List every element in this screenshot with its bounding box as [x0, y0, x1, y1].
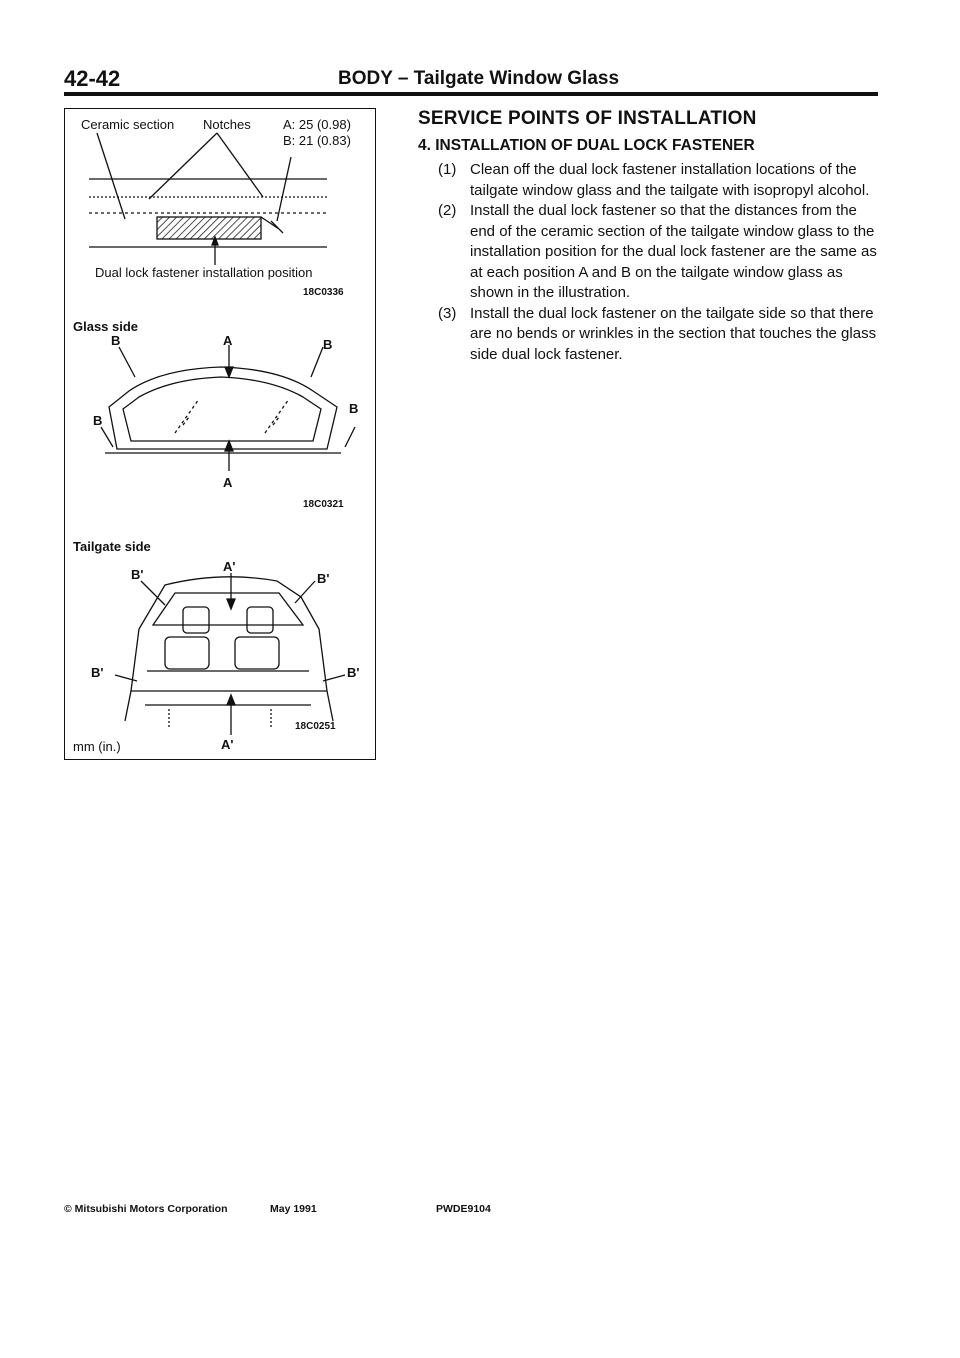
dimension-b-label: B: 21 (0.83) — [283, 133, 351, 148]
tailgate-side-title: Tailgate side — [73, 539, 151, 554]
tailgate-label-b-top-left: B' — [131, 567, 144, 582]
glass-ceramic-border — [123, 377, 321, 441]
section-title: SERVICE POINTS OF INSTALLATION — [418, 108, 757, 129]
notch-leader-left — [149, 133, 217, 199]
seat-back-right — [235, 637, 279, 669]
glass-outline — [109, 367, 337, 449]
tailgate-label-b-right: B' — [347, 665, 360, 680]
footer-doc-code: PWDE9104 — [436, 1203, 491, 1215]
page-number: 42-42 — [64, 66, 121, 91]
page-title: BODY – Tailgate Window Glass — [338, 68, 620, 89]
figure-code-top: 18C0336 — [303, 287, 344, 298]
procedure-step — [438, 304, 884, 366]
step-text: Install the dual lock fastener on the tailgate side so that there are no bends or wrinkles in the section that touches the glass side dual lock fastener. — [470, 304, 877, 363]
illustration-panel — [64, 108, 376, 760]
step-number: (1) — [438, 161, 457, 178]
ceramic-leader — [97, 133, 125, 219]
units-label: mm (in.) — [73, 739, 121, 754]
glass-label-b-left: B — [93, 413, 103, 428]
glass-label-b-top-left: B — [111, 333, 121, 348]
tailgate-label-a-top: A' — [223, 559, 236, 574]
illustration-drawing — [65, 109, 377, 761]
step-number: (3) — [438, 304, 457, 322]
glass-label-b-right: B — [349, 401, 359, 416]
tailgate-label-a-bottom: A' — [221, 737, 234, 752]
footer-copyright: © Mitsubishi Motors Corporation — [64, 1203, 228, 1215]
ceramic-section-label: Ceramic section — [81, 117, 175, 132]
step-text: Install the dual lock fastener so that the distances from the end of the ceramic section of the tailgate window glass to the installation position for the dual lock fastener are the same as at each position A and B on the tailgate window glass as shown in the illustration. — [470, 202, 877, 301]
installation-position-caption: Dual lock fastener installation position — [95, 265, 313, 280]
headrest-right — [247, 607, 273, 633]
tailgate-label-b-top-right: B' — [317, 571, 330, 586]
notches-label: Notches — [203, 117, 251, 132]
dim-leader — [277, 157, 291, 221]
notch-leader-right — [217, 133, 263, 197]
procedure-steps — [438, 160, 884, 365]
dimension-a-label: A: 25 (0.98) — [283, 117, 351, 132]
figure-code-glass: 18C0321 — [303, 499, 344, 510]
procedure-step — [438, 160, 884, 201]
seat-back-left — [165, 637, 209, 669]
glass-label-b-top-right: B — [323, 337, 333, 352]
dual-lock-fastener-strip — [157, 217, 261, 239]
dim-arrows — [261, 217, 283, 233]
glass-side-title: Glass side — [73, 319, 139, 334]
glass-label-a-bottom: A — [223, 475, 233, 490]
procedure-step — [438, 201, 884, 304]
glass-label-a-top: A — [223, 333, 233, 348]
footer-date: May 1991 — [270, 1203, 317, 1215]
headrest-left — [183, 607, 209, 633]
tailgate-label-b-left: B' — [91, 665, 104, 680]
step-text: Clean off the dual lock fastener installation locations of the tailgate window glass and the tailgate with isopropyl alcohol. — [470, 161, 870, 199]
figure-code-tailgate: 18C0251 — [295, 721, 336, 732]
header-rule — [64, 92, 878, 96]
step-number: (2) — [438, 202, 457, 219]
tailgate-opening-outline — [131, 577, 327, 691]
subsection-title: 4. INSTALLATION OF DUAL LOCK FASTENER — [418, 137, 755, 154]
